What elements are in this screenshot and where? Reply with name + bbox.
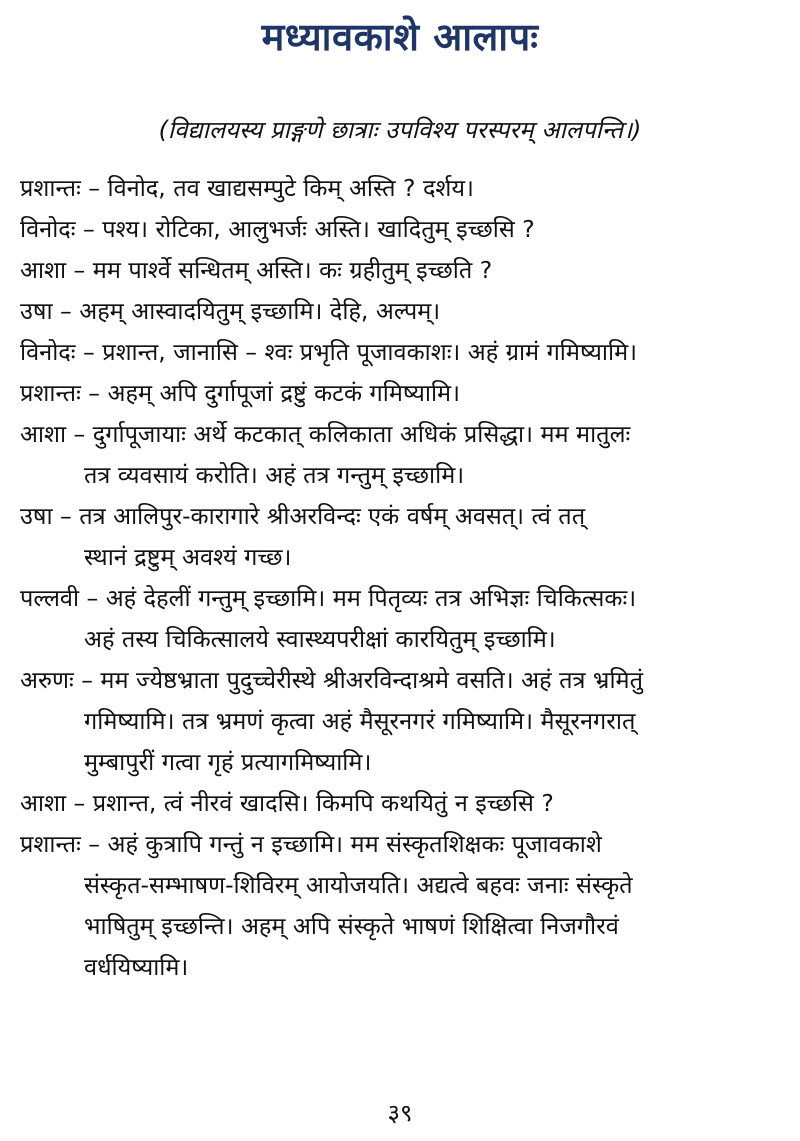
- stage-direction: (विद्यालयस्य प्राङ्गणे छात्राः उपविश्य परस्परम् आलपन्ति।): [158, 116, 642, 144]
- dialogue-line-continuation: गमिष्यामि। तत्र भ्रमणं कृत्वा अहं मैसूरनगरं गमिष्यामि। मैसूरनगरात्: [84, 707, 636, 735]
- page-number: ३९: [387, 1099, 413, 1127]
- dialogue-line: आशा – मम पार्श्वे सन्धितम् अस्ति। कः ग्रहीतुम् इच्छति ?: [20, 256, 493, 284]
- dialogue-line: पल्लवी – अहं देहलीं गन्तुम् इच्छामि। मम पितृव्यः तत्र अभिज्ञः चिकित्सकः।: [20, 584, 637, 612]
- dialogue-line: विनोदः – प्रशान्त, जानासि – श्वः प्रभृति पूजावकाशः। अहं ग्रामं गमिष्यामि।: [20, 338, 638, 366]
- dialogue-line-continuation: भाषितुम् इच्छन्ति। अहम् अपि संस्कृते भाषणं शिक्षित्वा निजगौरवं: [84, 912, 619, 940]
- dialogue-line: प्रशान्तः – अहम् अपि दुर्गापूजां द्रष्टुं कटकं गमिष्यामि।: [20, 379, 461, 407]
- dialogue-line: विनोदः – पश्य। रोटिका, आलुभर्जः अस्ति। खादितुम् इच्छसि ?: [20, 215, 535, 243]
- dialogue: [20, 168, 790, 988]
- dialogue-line-continuation: मुम्बापुरीं गत्वा गृहं प्रत्यागमिष्यामि।: [84, 748, 372, 776]
- dialogue-line: आशा – प्रशान्त, त्वं नीरवं खादसि। किमपि कथयितुं न इच्छसि ?: [20, 789, 554, 817]
- dialogue-line: अरुणः – मम ज्येष्ठभ्राता पुदुच्चेरीस्थे श्रीअरविन्दाश्रमे वसति। अहं तत्र भ्रमितुं: [20, 666, 643, 694]
- dialogue-line: प्रशान्तः – अहं कुत्रापि गन्तुं न इच्छामि। मम संस्कृतशिक्षकः पूजावकाशे: [20, 830, 602, 858]
- dialogue-line: उषा – अहम् आस्वादयितुम् इच्छामि। देहि, अल्पम्।: [20, 297, 441, 325]
- dialogue-line-continuation: अहं तस्य चिकित्सालये स्वास्थ्यपरीक्षां कारयितुम् इच्छामि।: [84, 625, 556, 653]
- dialogue-line-continuation: स्थानं द्रष्टुम् अवश्यं गच्छ।: [84, 543, 292, 571]
- dialogue-line-continuation: तत्र व्यवसायं करोति। अहं तत्र गन्तुम् इच्छामि।: [84, 461, 465, 489]
- dialogue-line-continuation: संस्कृत-सम्भाषण-शिविरम् आयोजयति। अद्यत्वे बहवः जनाः संस्कृते: [84, 871, 633, 899]
- dialogue-line-continuation: वर्धयिष्यामि।: [84, 953, 189, 981]
- dialogue-line: प्रशान्तः – विनोद, तव खाद्यसम्पुटे किम् अस्ति ? दर्शय।: [20, 174, 474, 202]
- dialogue-line: आशा – दुर्गापूजायाः अर्थे कटकात् कलिकाता अधिकं प्रसिद्धा। मम मातुलः: [20, 420, 631, 448]
- dialogue-line: उषा – तत्र आलिपुर-कारागारे श्रीअरविन्दः एकं वर्षम् अवसत्। त्वं तत्: [20, 502, 586, 530]
- page-title: मध्यावकाशे आलापः: [261, 15, 539, 59]
